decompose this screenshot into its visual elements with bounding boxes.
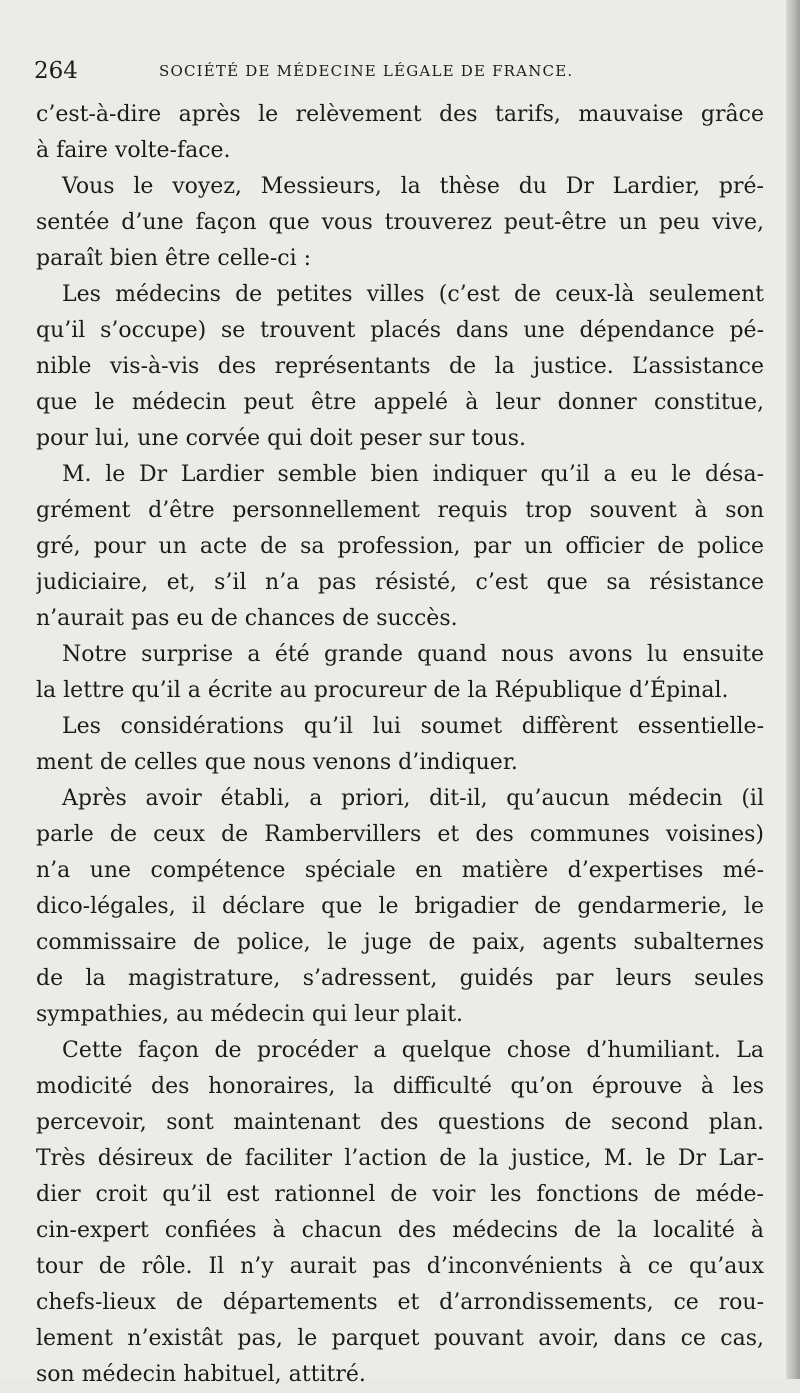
- text-line: sympathies, au médecin qui leur plait.: [36, 1002, 464, 1027]
- text-line: à faire volte-face.: [36, 138, 231, 163]
- text-line: n’a une compétence spéciale en matière d’expertises mé-: [36, 858, 764, 883]
- text-line: Cette façon de procéder a quelque chose d’humiliant. La: [62, 1038, 764, 1063]
- text-line: lement n’existât pas, le parquet pouvant avoir, dans ce cas,: [36, 1326, 764, 1351]
- text-line: Les médecins de petites villes (c’est de ceux-là seulement: [62, 282, 764, 307]
- text-line: dico-légales, il déclare que le brigadier de gendarmerie, le: [36, 894, 764, 919]
- page-edge-shadow: [786, 0, 800, 1379]
- text-line: Les considérations qu’il lui soumet diffèrent essentielle-: [62, 714, 764, 739]
- text-line: qu’il s’occupe) se trouvent placés dans une dépendance pé-: [36, 318, 764, 343]
- text-line: dier croit qu’il est rationnel de voir les fonctions de méde-: [36, 1182, 764, 1207]
- page-number: 264: [34, 58, 78, 84]
- text-line: que le médecin peut être appelé à leur donner constitue,: [36, 390, 764, 415]
- text-line: Vous le voyez, Messieurs, la thèse du Dr Lardier, pré-: [62, 174, 764, 199]
- text-line: Très désireux de faciliter l’action de la justice, M. le Dr Lar-: [36, 1146, 764, 1171]
- text-line: Notre surprise a été grande quand nous avons lu ensuite: [62, 642, 764, 667]
- text-line: gré, pour un acte de sa profession, par un officier de police: [36, 534, 764, 559]
- text-line: M. le Dr Lardier semble bien indiquer qu’il a eu le désa-: [62, 462, 764, 487]
- text-line: n’aurait pas eu de chances de succès.: [36, 606, 458, 631]
- text-line: chefs-lieux de départements et d’arrondissements, ce rou-: [36, 1290, 764, 1315]
- text-line: sentée d’une façon que vous trouverez peut-être un peu vive,: [36, 210, 764, 235]
- text-line: la lettre qu’il a écrite au procureur de la République d’Épinal.: [36, 678, 729, 703]
- text-line: pour lui, une corvée qui doit peser sur tous.: [36, 426, 527, 451]
- text-line: tour de rôle. Il n’y aurait pas d’inconvénients à ce qu’aux: [36, 1254, 764, 1279]
- text-line: paraît bien être celle-ci :: [36, 246, 312, 271]
- text-line: modicité des honoraires, la difficulté qu’on éprouve à les: [36, 1074, 764, 1099]
- text-line: percevoir, sont maintenant des questions de second plan.: [36, 1110, 764, 1135]
- text-line: c’est-à-dire après le relèvement des tarifs, mauvaise grâce: [36, 102, 764, 127]
- text-line: parle de ceux de Rambervillers et des communes voisines): [36, 822, 764, 847]
- text-line: commissaire de police, le juge de paix, agents subalternes: [36, 930, 764, 955]
- text-line: nible vis-à-vis des représentants de la justice. L’assistance: [36, 354, 764, 379]
- page-header: [34, 58, 774, 88]
- text-line: cin-expert confiées à chacun des médecins de la localité à: [36, 1218, 764, 1243]
- text-line: ment de celles que nous venons d’indiquer.: [36, 750, 518, 775]
- running-head: SOCIÉTÉ DE MÉDECINE LÉGALE DE FRANCE.: [159, 62, 574, 80]
- body-text: [36, 97, 764, 1393]
- text-line: grément d’être personnellement requis trop souvent à son: [36, 498, 764, 523]
- text-line: Après avoir établi, a priori, dit-il, qu’aucun médecin (il: [62, 786, 764, 811]
- text-line: son médecin habituel, attitré.: [36, 1362, 366, 1387]
- text-line: judiciaire, et, s’il n’a pas résisté, c’est que sa résistance: [36, 570, 764, 595]
- text-line: de la magistrature, s’adressent, guidés par leurs seules: [36, 966, 764, 991]
